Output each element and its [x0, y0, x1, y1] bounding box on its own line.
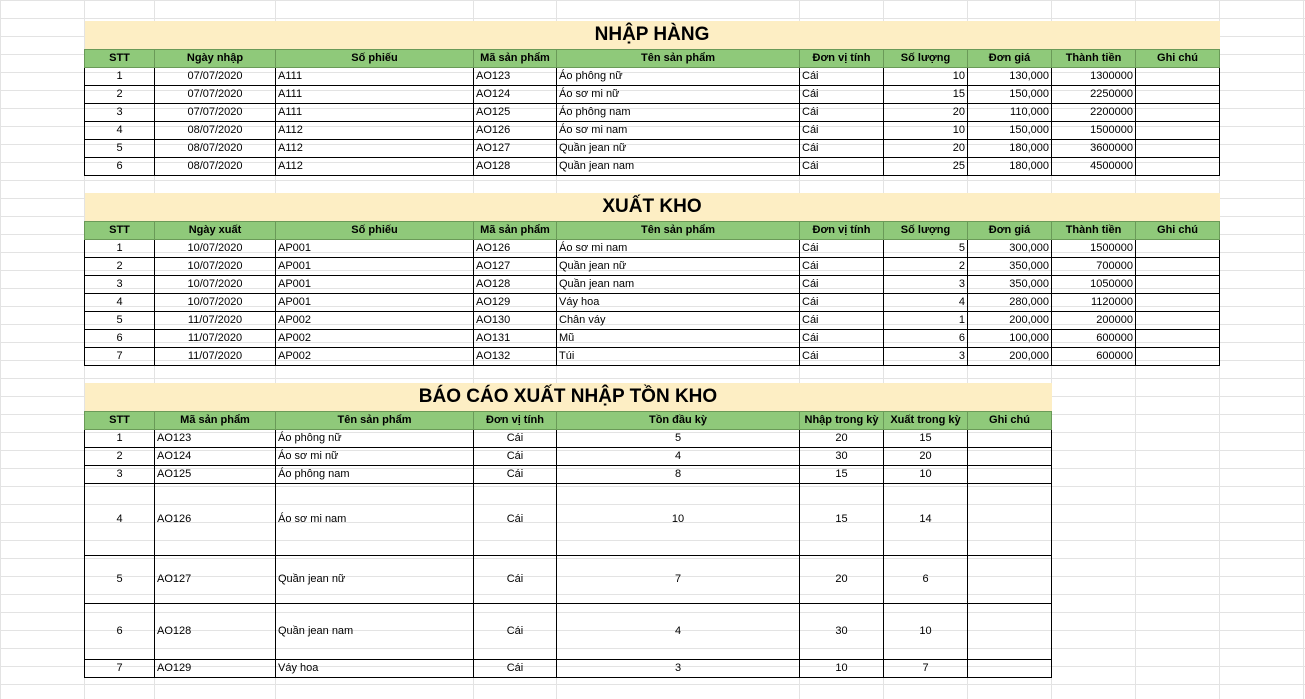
export_table-cell[interactable]: AO130 [474, 312, 557, 330]
report_table-cell[interactable]: 20 [884, 448, 968, 466]
report_table-cell[interactable]: 3 [557, 660, 800, 678]
import_table-cell[interactable]: 180,000 [968, 140, 1052, 158]
import_table-cell[interactable]: Áo phông nam [557, 104, 800, 122]
import_table-header-cell: Ghi chú [1136, 50, 1220, 68]
import_table-header-cell: Tên sản phẩm [557, 50, 800, 68]
report_table-cell[interactable]: AO128 [155, 604, 276, 660]
export_table-cell[interactable]: Mũ [557, 330, 800, 348]
export_table-cell[interactable]: 10/07/2020 [155, 240, 276, 258]
table-row [85, 294, 1220, 312]
report_table-header-cell: Nhập trong kỳ [800, 412, 884, 430]
import_table-cell[interactable]: Quần jean nam [557, 158, 800, 176]
import_table-cell[interactable] [1136, 140, 1220, 158]
table-row [85, 330, 1220, 348]
report_table-cell[interactable]: 20 [800, 430, 884, 448]
export_table-cell[interactable]: 10/07/2020 [155, 258, 276, 276]
table-row [85, 604, 1052, 660]
export_table-cell[interactable]: 200,000 [968, 348, 1052, 366]
export_table-cell[interactable]: 1050000 [1052, 276, 1136, 294]
import_table-cell[interactable]: A111 [276, 86, 474, 104]
table-row [85, 556, 1052, 604]
export_table-cell[interactable]: 1 [884, 312, 968, 330]
report_table-cell[interactable] [968, 430, 1052, 448]
import_table-cell[interactable]: AO124 [474, 86, 557, 104]
export_table-cell[interactable] [1136, 330, 1220, 348]
table-row [85, 484, 1052, 556]
export_table-cell[interactable]: AO126 [474, 240, 557, 258]
report_table-cell[interactable]: 7 [85, 660, 155, 678]
import_table-cell[interactable]: Cái [800, 104, 884, 122]
import_table-header-cell: STT [85, 50, 155, 68]
import_table-cell[interactable]: 150,000 [968, 86, 1052, 104]
report_table-cell[interactable]: 10 [557, 484, 800, 556]
export_table-cell[interactable]: 6 [85, 330, 155, 348]
import_table-header-cell: Đơn giá [968, 50, 1052, 68]
report_table-cell[interactable]: AO123 [155, 430, 276, 448]
report_table-cell[interactable]: 3 [85, 466, 155, 484]
import_table-cell[interactable]: 4 [85, 122, 155, 140]
report_table-cell[interactable]: Áo phông nam [276, 466, 474, 484]
table-row [85, 276, 1220, 294]
export_table-cell[interactable]: AP002 [276, 348, 474, 366]
import_table-cell[interactable] [1136, 158, 1220, 176]
export_table-cell[interactable] [1136, 258, 1220, 276]
export_table-cell[interactable]: Cái [800, 240, 884, 258]
report_table-cell[interactable]: AO126 [155, 484, 276, 556]
export_table-cell[interactable]: 1500000 [1052, 240, 1136, 258]
export_table-cell[interactable] [1136, 312, 1220, 330]
table-row [85, 448, 1052, 466]
export_table-header-cell: Số lượng [884, 222, 968, 240]
export_table-cell[interactable]: 700000 [1052, 258, 1136, 276]
import_table-header-cell: Đơn vị tính [800, 50, 884, 68]
import_table-cell[interactable]: Cái [800, 122, 884, 140]
report_table-cell[interactable]: Cái [474, 604, 557, 660]
export_table-header-cell: Đơn vị tính [800, 222, 884, 240]
export_table-cell[interactable] [1136, 240, 1220, 258]
export_table-cell[interactable]: 200000 [1052, 312, 1136, 330]
report-title: BÁO CÁO XUẤT NHẬP TỒN KHO [85, 383, 1052, 412]
report_table-cell[interactable] [968, 556, 1052, 604]
export_table-cell[interactable] [1136, 294, 1220, 312]
export_table-cell[interactable]: AP001 [276, 258, 474, 276]
report_table-header-cell: Tên sản phẩm [276, 412, 474, 430]
report_table-cell[interactable]: AO125 [155, 466, 276, 484]
export_table-cell[interactable]: 300,000 [968, 240, 1052, 258]
import_table-cell[interactable]: 10 [884, 68, 968, 86]
report_table-header-cell: Ghi chú [968, 412, 1052, 430]
export_table-cell[interactable]: Cái [800, 258, 884, 276]
report_table-cell[interactable]: Áo sơ mi nam [276, 484, 474, 556]
report_table-cell[interactable]: Áo phông nữ [276, 430, 474, 448]
import-header-row [85, 50, 1220, 68]
import_table-cell[interactable]: A112 [276, 158, 474, 176]
import_table-cell[interactable]: AO128 [474, 158, 557, 176]
export-title: XUẤT KHO [85, 193, 1220, 222]
report_table-cell[interactable]: 4 [557, 448, 800, 466]
export_table-cell[interactable]: AO127 [474, 258, 557, 276]
table-row [85, 348, 1220, 366]
export_table-cell[interactable]: 7 [85, 348, 155, 366]
report_table-cell[interactable]: Áo sơ mi nữ [276, 448, 474, 466]
export_table-cell[interactable]: 3 [884, 276, 968, 294]
export_table-cell[interactable]: AO132 [474, 348, 557, 366]
import_table-header-cell: Số phiếu [276, 50, 474, 68]
export_table-cell[interactable]: 11/07/2020 [155, 330, 276, 348]
export_table-cell[interactable]: 350,000 [968, 258, 1052, 276]
report_table-cell[interactable]: Cái [474, 448, 557, 466]
export_table-cell[interactable]: 6 [884, 330, 968, 348]
export_table-header-cell: Mã sản phẩm [474, 222, 557, 240]
export_table-cell[interactable]: Cái [800, 276, 884, 294]
import_table-cell[interactable]: 5 [85, 140, 155, 158]
report_table-cell[interactable]: 7 [884, 660, 968, 678]
report-table [84, 383, 1052, 678]
report-section [84, 383, 1052, 678]
export_table-cell[interactable]: 2 [85, 258, 155, 276]
report_table-cell[interactable]: Cái [474, 466, 557, 484]
report_table-header-cell: Đơn vị tính [474, 412, 557, 430]
export-header-row [85, 222, 1220, 240]
table-row [85, 68, 1220, 86]
report_table-cell[interactable]: Quần jean nam [276, 604, 474, 660]
table-row [85, 660, 1052, 678]
import_table-cell[interactable]: 2250000 [1052, 86, 1136, 104]
export_table-cell[interactable] [1136, 348, 1220, 366]
import_table-cell[interactable]: 110,000 [968, 104, 1052, 122]
import_table-cell[interactable] [1136, 122, 1220, 140]
export_table-header-cell: Thành tiền [1052, 222, 1136, 240]
import_table-cell[interactable]: Áo sơ mi nữ [557, 86, 800, 104]
export_table-cell[interactable]: Túi [557, 348, 800, 366]
table-row [85, 430, 1052, 448]
import_table-header-cell: Thành tiền [1052, 50, 1136, 68]
export_table-header-cell: Ghi chú [1136, 222, 1220, 240]
export_table-header-cell: Ngày xuất [155, 222, 276, 240]
import_table-cell[interactable]: 07/07/2020 [155, 86, 276, 104]
export_table-cell[interactable]: 600000 [1052, 330, 1136, 348]
import_table-cell[interactable] [1136, 86, 1220, 104]
export_table-cell[interactable]: 350,000 [968, 276, 1052, 294]
export_table-cell[interactable]: AP001 [276, 294, 474, 312]
export_table-cell[interactable]: 3 [85, 276, 155, 294]
import_table-cell[interactable]: AO127 [474, 140, 557, 158]
import_table-cell[interactable]: 08/07/2020 [155, 122, 276, 140]
export_table-cell[interactable]: 10/07/2020 [155, 276, 276, 294]
export_table-cell[interactable]: 11/07/2020 [155, 312, 276, 330]
import_table-cell[interactable]: 08/07/2020 [155, 158, 276, 176]
export_table-cell[interactable]: 1120000 [1052, 294, 1136, 312]
import_table-cell[interactable]: Áo phông nữ [557, 68, 800, 86]
report_table-cell[interactable] [968, 448, 1052, 466]
export_table-cell[interactable]: AO129 [474, 294, 557, 312]
report_table-cell[interactable]: 30 [800, 448, 884, 466]
report_table-cell[interactable] [968, 604, 1052, 660]
export_table-cell[interactable]: Cái [800, 348, 884, 366]
import_table-cell[interactable]: 4500000 [1052, 158, 1136, 176]
report_table-cell[interactable]: 1 [85, 430, 155, 448]
import_table-cell[interactable]: AO123 [474, 68, 557, 86]
report_table-cell[interactable]: 10 [800, 660, 884, 678]
table-row [85, 86, 1220, 104]
import_table-cell[interactable]: 3 [85, 104, 155, 122]
report_table-cell[interactable]: AO124 [155, 448, 276, 466]
report_table-cell[interactable]: 4 [557, 604, 800, 660]
report_table-cell[interactable] [968, 660, 1052, 678]
report_table-cell[interactable]: Quần jean nữ [276, 556, 474, 604]
export_table-cell[interactable]: 3 [884, 348, 968, 366]
report_table-cell[interactable]: 10 [884, 466, 968, 484]
export_table-cell[interactable]: 600000 [1052, 348, 1136, 366]
import_table-cell[interactable]: 25 [884, 158, 968, 176]
export_table-cell[interactable]: Cái [800, 312, 884, 330]
import_table-cell[interactable]: 20 [884, 104, 968, 122]
export-table [84, 193, 1220, 366]
export_table-cell[interactable]: Áo sơ mi nam [557, 240, 800, 258]
import_table-cell[interactable]: 180,000 [968, 158, 1052, 176]
import-title: NHẬP HÀNG [85, 21, 1220, 50]
report_table-cell[interactable]: AO127 [155, 556, 276, 604]
table-row [85, 140, 1220, 158]
export_table-cell[interactable]: AP001 [276, 276, 474, 294]
report_table-cell[interactable]: Cái [474, 484, 557, 556]
import-section [84, 21, 1220, 176]
report_table-cell[interactable]: Váy hoa [276, 660, 474, 678]
report_table-header-cell: Mã sản phẩm [155, 412, 276, 430]
report_table-cell[interactable]: Cái [474, 556, 557, 604]
export_table-cell[interactable]: AP001 [276, 240, 474, 258]
report_table-cell[interactable]: 4 [85, 484, 155, 556]
export_table-cell[interactable]: 10/07/2020 [155, 294, 276, 312]
import_table-header-cell: Mã sản phẩm [474, 50, 557, 68]
export_table-cell[interactable] [1136, 276, 1220, 294]
export_table-cell[interactable]: 4 [85, 294, 155, 312]
report_table-cell[interactable]: 10 [884, 604, 968, 660]
table-row [85, 466, 1052, 484]
export_table-cell[interactable]: AP002 [276, 330, 474, 348]
report_table-cell[interactable]: 5 [85, 556, 155, 604]
report_table-cell[interactable]: 20 [800, 556, 884, 604]
import_table-cell[interactable]: 15 [884, 86, 968, 104]
export_table-cell[interactable]: Quần jean nữ [557, 258, 800, 276]
export_table-header-cell: Số phiếu [276, 222, 474, 240]
import_table-cell[interactable]: Cái [800, 158, 884, 176]
import_table-cell[interactable]: 08/07/2020 [155, 140, 276, 158]
import_table-cell[interactable]: 1 [85, 68, 155, 86]
export_table-cell[interactable]: 100,000 [968, 330, 1052, 348]
table-row [85, 122, 1220, 140]
report_table-cell[interactable]: 2 [85, 448, 155, 466]
report_table-cell[interactable] [968, 466, 1052, 484]
report_table-cell[interactable]: AO129 [155, 660, 276, 678]
import_table-header-cell: Số lượng [884, 50, 968, 68]
import_table-cell[interactable]: 150,000 [968, 122, 1052, 140]
import_table-cell[interactable]: Quần jean nữ [557, 140, 800, 158]
export_table-cell[interactable]: AO128 [474, 276, 557, 294]
report_table-cell[interactable]: 6 [85, 604, 155, 660]
report_table-cell[interactable]: 6 [884, 556, 968, 604]
import_table-cell[interactable]: A112 [276, 140, 474, 158]
report_table-cell[interactable]: 15 [800, 466, 884, 484]
import_table-cell[interactable]: 07/07/2020 [155, 104, 276, 122]
import_table-cell[interactable] [1136, 104, 1220, 122]
report_table-cell[interactable]: 15 [884, 430, 968, 448]
report_table-header-cell: Tồn đầu kỳ [557, 412, 800, 430]
export_table-cell[interactable]: 280,000 [968, 294, 1052, 312]
export_table-header-cell: Đơn giá [968, 222, 1052, 240]
import_table-cell[interactable]: A111 [276, 68, 474, 86]
report_table-cell[interactable]: 7 [557, 556, 800, 604]
import_table-cell[interactable]: 6 [85, 158, 155, 176]
import_table-cell[interactable]: Cái [800, 68, 884, 86]
export_table-cell[interactable]: 11/07/2020 [155, 348, 276, 366]
table-row [85, 240, 1220, 258]
import_table-cell[interactable] [1136, 68, 1220, 86]
report_table-header-cell: Xuất trong kỳ [884, 412, 968, 430]
report_table-cell[interactable]: Cái [474, 430, 557, 448]
report_table-cell[interactable]: 8 [557, 466, 800, 484]
import_table-cell[interactable]: Cái [800, 86, 884, 104]
import-table [84, 21, 1220, 176]
import_table-cell[interactable]: 130,000 [968, 68, 1052, 86]
import_table-cell[interactable]: 20 [884, 140, 968, 158]
import_table-header-cell: Ngày nhập [155, 50, 276, 68]
import_table-cell[interactable]: 2200000 [1052, 104, 1136, 122]
import_table-cell[interactable]: 10 [884, 122, 968, 140]
export_table-cell[interactable]: Chân váy [557, 312, 800, 330]
table-row [85, 258, 1220, 276]
import_table-cell[interactable]: 2 [85, 86, 155, 104]
table-row [85, 104, 1220, 122]
export_table-cell[interactable]: AP002 [276, 312, 474, 330]
import_table-cell[interactable]: A112 [276, 122, 474, 140]
import_table-cell[interactable]: 1300000 [1052, 68, 1136, 86]
export_table-cell[interactable]: 5 [85, 312, 155, 330]
report_table-cell[interactable]: 15 [800, 484, 884, 556]
export_table-header-cell: STT [85, 222, 155, 240]
table-row [85, 312, 1220, 330]
export_table-header-cell: Tên sản phẩm [557, 222, 800, 240]
export_table-cell[interactable]: Váy hoa [557, 294, 800, 312]
export-section [84, 193, 1220, 366]
import_table-cell[interactable]: AO125 [474, 104, 557, 122]
table-row [85, 158, 1220, 176]
import_table-cell[interactable]: AO126 [474, 122, 557, 140]
export_table-cell[interactable]: 4 [884, 294, 968, 312]
export_table-cell[interactable]: AO131 [474, 330, 557, 348]
import_table-cell[interactable]: Cái [800, 140, 884, 158]
export_table-cell[interactable]: 1 [85, 240, 155, 258]
report-header-row [85, 412, 1052, 430]
import_table-cell[interactable]: 1500000 [1052, 122, 1136, 140]
export_table-cell[interactable]: 5 [884, 240, 968, 258]
import_table-cell[interactable]: 07/07/2020 [155, 68, 276, 86]
report_table-cell[interactable]: 30 [800, 604, 884, 660]
import_table-cell[interactable]: 3600000 [1052, 140, 1136, 158]
report_table-cell[interactable]: 14 [884, 484, 968, 556]
export_table-cell[interactable]: 2 [884, 258, 968, 276]
report_table-cell[interactable]: Cái [474, 660, 557, 678]
export_table-cell[interactable]: Quần jean nam [557, 276, 800, 294]
import_table-cell[interactable]: A111 [276, 104, 474, 122]
report_table-cell[interactable]: 5 [557, 430, 800, 448]
report_table-cell[interactable] [968, 484, 1052, 556]
export_table-cell[interactable]: Cái [800, 330, 884, 348]
export_table-cell[interactable]: Cái [800, 294, 884, 312]
import_table-cell[interactable]: Áo sơ mi nam [557, 122, 800, 140]
report_table-header-cell: STT [85, 412, 155, 430]
export_table-cell[interactable]: 200,000 [968, 312, 1052, 330]
